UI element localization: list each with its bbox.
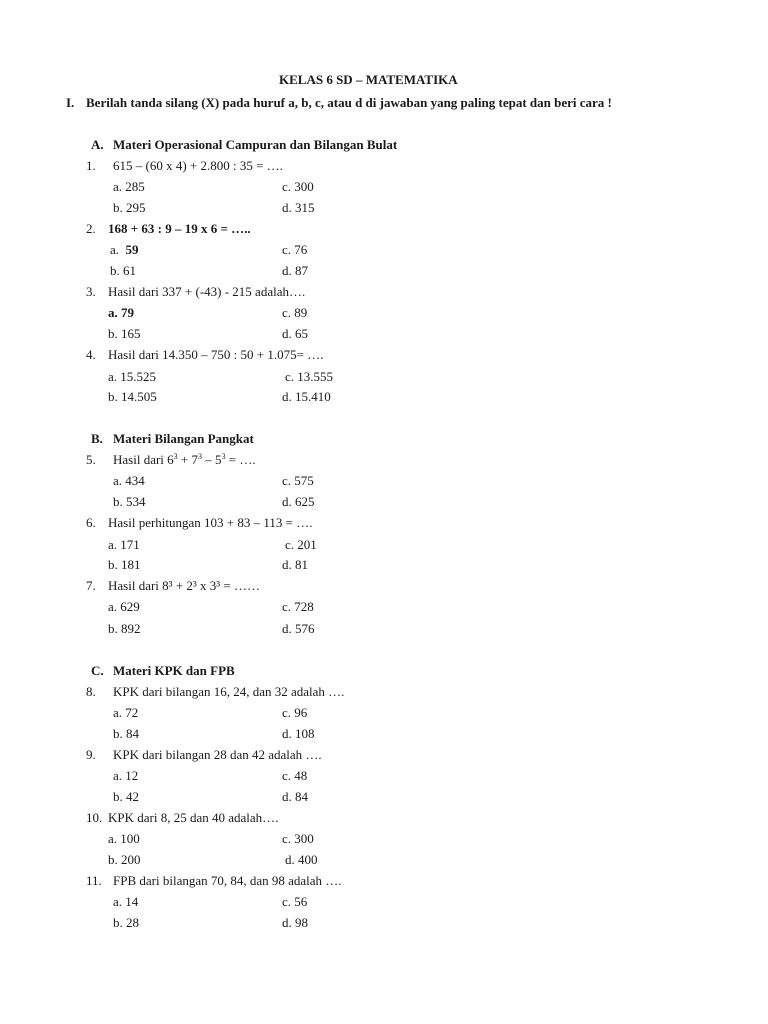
option-d[interactable]: d. 625 (282, 494, 315, 509)
option-c[interactable]: c. 96 (282, 705, 308, 720)
option-c[interactable]: c. 48 (282, 768, 308, 783)
option-d[interactable]: d. 15.410 (282, 389, 331, 404)
option-a-label: a. (110, 242, 120, 257)
option-b[interactable]: b. 200 (108, 852, 141, 867)
question-number: 7. (86, 578, 96, 593)
question-text: KPK dari bilangan 16, 24, dan 32 adalah …. (113, 684, 345, 699)
option-b[interactable]: b. 165 (108, 326, 141, 341)
instruction-number: I. (66, 95, 75, 110)
section-title-c: Materi KPK dan FPB (113, 663, 235, 678)
question-text: KPK dari bilangan 28 dan 42 adalah …. (113, 747, 322, 762)
option-b[interactable]: b. 181 (108, 557, 141, 572)
option-a[interactable]: a. 15.525 (108, 369, 157, 384)
question-number: 4. (86, 347, 96, 362)
option-a[interactable]: a. 100 (108, 831, 140, 846)
page-title: KELAS 6 SD – MATEMATIKA (279, 72, 458, 87)
section-title-a: Materi Operasional Campuran dan Bilangan Bulat (113, 137, 398, 152)
q5-suffix: = …. (225, 452, 256, 467)
section-title-b: Materi Bilangan Pangkat (113, 431, 254, 446)
section-letter-b: B. (91, 431, 103, 446)
question-text (113, 452, 256, 468)
q5-exponent-1: 3 (173, 452, 178, 461)
option-c[interactable]: c. 13.555 (285, 369, 334, 384)
question-text: 615 – (60 x 4) + 2.800 : 35 = …. (113, 158, 283, 173)
section-letter-a: A. (91, 137, 104, 152)
question-number: 8. (86, 684, 96, 699)
option-b[interactable]: b. 28 (113, 915, 139, 930)
question-number: 2. (86, 221, 96, 236)
option-a-value: 59 (125, 242, 139, 257)
question-text: 168 + 63 : 9 – 19 x 6 = ….. (108, 221, 251, 236)
q5-exponent-2: 3 (198, 452, 202, 461)
option-d[interactable]: d. 98 (282, 915, 308, 930)
option-a[interactable]: a. 171 (108, 537, 140, 552)
option-d[interactable]: d. 81 (282, 557, 308, 572)
option-d[interactable]: d. 108 (282, 726, 315, 741)
question-text: Hasil dari 8³ + 2³ x 3³ = …… (108, 578, 261, 593)
q5-prefix: Hasil dari 6 (113, 452, 174, 467)
q5-mid-2: – 5 (202, 452, 222, 467)
option-a[interactable]: a. 79 (108, 305, 134, 320)
question-text: KPK dari 8, 25 dan 40 adalah…. (108, 810, 279, 825)
option-b[interactable]: b. 61 (110, 263, 136, 278)
option-a[interactable]: a. 14 (113, 894, 139, 909)
question-number: 11. (86, 873, 102, 888)
question-text: FPB dari bilangan 70, 84, dan 98 adalah …. (113, 873, 342, 888)
option-c[interactable]: c. 300 (282, 831, 314, 846)
option-c[interactable]: c. 56 (282, 894, 308, 909)
option-d[interactable]: d. 84 (282, 789, 308, 804)
option-c[interactable]: c. 300 (282, 179, 314, 194)
q5-exponent-3: 3 (221, 452, 226, 461)
option-c[interactable]: c. 728 (282, 599, 314, 614)
option-d[interactable]: d. 576 (282, 621, 315, 636)
option-b[interactable]: b. 892 (108, 621, 141, 636)
option-b[interactable]: b. 534 (113, 494, 146, 509)
q5-mid-1: + 7 (177, 452, 198, 467)
option-a[interactable]: a. 434 (113, 473, 145, 488)
option-d[interactable]: d. 87 (282, 263, 308, 278)
question-number: 10. (86, 810, 103, 825)
option-c[interactable]: c. 76 (282, 242, 308, 257)
option-c[interactable]: c. 89 (282, 305, 308, 320)
option-a[interactable]: a. 12 (113, 768, 139, 783)
question-number: 5. (86, 452, 96, 467)
question-text: Hasil perhitungan 103 + 83 – 113 = …. (108, 515, 313, 530)
question-text: Hasil dari 337 + (-43) - 215 adalah…. (108, 284, 306, 299)
option-d[interactable]: d. 315 (282, 200, 315, 215)
instruction-text: Berilah tanda silang (X) pada huruf a, b, c, atau d di jawaban yang paling tepat dan beri cara ! (86, 95, 612, 110)
question-number: 9. (86, 747, 96, 762)
option-b[interactable]: b. 295 (113, 200, 146, 215)
question-number: 1. (86, 158, 96, 173)
option-d[interactable]: d. 65 (282, 326, 308, 341)
option-a[interactable]: a. 72 (113, 705, 139, 720)
option-a[interactable] (110, 242, 139, 258)
option-b[interactable]: b. 14.505 (108, 389, 157, 404)
option-c[interactable]: c. 201 (285, 537, 317, 552)
section-letter-c: C. (91, 663, 104, 678)
question-number: 3. (86, 284, 96, 299)
option-a[interactable]: a. 285 (113, 179, 145, 194)
option-a[interactable]: a. 629 (108, 599, 140, 614)
option-c[interactable]: c. 575 (282, 473, 314, 488)
option-b[interactable]: b. 42 (113, 789, 139, 804)
question-text: Hasil dari 14.350 – 750 : 50 + 1.075= …. (108, 347, 324, 362)
option-b[interactable]: b. 84 (113, 726, 139, 741)
question-number: 6. (86, 515, 96, 530)
option-d[interactable]: d. 400 (285, 852, 318, 867)
